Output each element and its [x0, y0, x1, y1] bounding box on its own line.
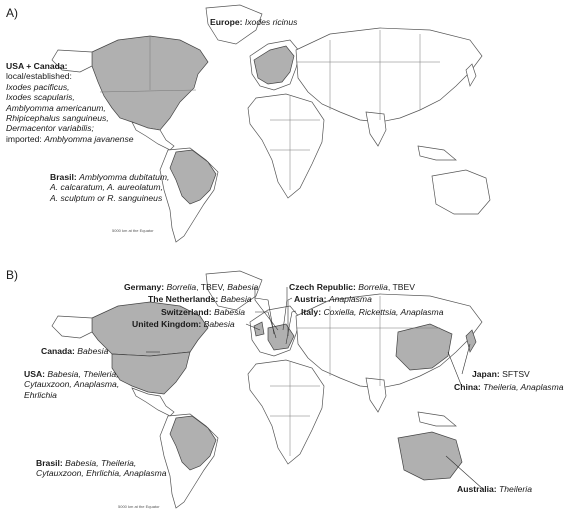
china-a: Theileria, Anaplasma — [483, 382, 564, 392]
africa-b — [248, 360, 324, 464]
brasil-b-line-1: Cytauxzoon, Ehrlichia, Anaplasma — [36, 468, 167, 479]
usa-line-4: Rhipicephalus sanguineus, — [6, 113, 109, 124]
japan-a: SFTSV — [502, 369, 530, 379]
label-brasil-a — [50, 172, 169, 203]
label-usa-b — [24, 369, 119, 400]
germany-b: , TBEV, — [196, 282, 228, 292]
panel-a-letter: A) — [6, 6, 18, 20]
scale-b: 5000 km at the Equator — [118, 504, 160, 509]
brasil-a-line-0: Amblyomma dubitatum, — [79, 172, 170, 182]
label-uk — [132, 319, 235, 329]
region-australia: Australia: — [457, 484, 497, 494]
region-usa-b: USA: — [24, 369, 46, 379]
indonesia — [418, 146, 456, 160]
brasil-b-line-0: Babesia, Theileria, — [65, 458, 137, 468]
region-brasil-a: Brasil: — [50, 172, 77, 182]
usa-imported-species: Amblyomma javanense — [44, 133, 134, 144]
label-netherlands — [148, 294, 252, 304]
scale-a: 5000 km at the Equator — [112, 228, 154, 233]
czech-a: Borrelia — [358, 282, 388, 292]
usa-line-0: local/established: — [6, 71, 72, 82]
australia — [432, 170, 490, 214]
region-netherlands: The Netherlands: — [148, 294, 219, 304]
label-brasil-b — [36, 458, 167, 479]
label-italy — [301, 307, 444, 317]
region-germany: Germany: — [124, 282, 165, 292]
species-europe: Ixodes ricinus — [244, 17, 298, 27]
region-brasil-b: Brasil: — [36, 458, 63, 468]
usa-imported-prefix: imported: — [6, 133, 45, 144]
region-switzerland: Switzerland: — [161, 307, 212, 317]
uk-a: Babesia — [203, 319, 235, 329]
brasil-a-line-1: A. calcaratum, A. aureolatum, — [50, 182, 163, 193]
usa-line-1: Ixodes pacificus, — [6, 81, 70, 92]
africa — [248, 94, 324, 198]
australia-highlight — [398, 432, 462, 480]
region-china: China: — [454, 382, 481, 392]
australia-a: Theileria — [499, 484, 532, 494]
label-austria — [294, 294, 372, 304]
canada-a: Babesia — [77, 346, 109, 356]
usa-b-line-0: Babesia, Theileria, — [47, 369, 119, 379]
region-canada: Canada: — [41, 346, 75, 356]
label-usa-canada — [6, 61, 134, 144]
region-czech: Czech Republic: — [289, 282, 356, 292]
region-austria: Austria: — [294, 294, 327, 304]
alaska-b — [52, 316, 92, 338]
india — [366, 112, 386, 146]
germany-a: Borrelia — [166, 282, 197, 292]
label-canada — [41, 346, 108, 356]
panel-b-letter: B) — [6, 268, 18, 282]
label-czech — [289, 282, 415, 292]
region-italy: Italy: — [301, 307, 322, 317]
india-b — [366, 378, 386, 412]
brasil-a-line-2: A. sculptum or R. sanguineus — [50, 192, 163, 203]
indonesia-b — [418, 412, 456, 426]
usa-line-3: Amblyomma americanum, — [6, 102, 106, 113]
label-germany — [124, 282, 258, 292]
region-europe: Europe: — [210, 17, 243, 27]
netherlands-a: Babesia — [220, 294, 252, 304]
label-china — [454, 382, 564, 392]
usa-b-line-1: Cytauxzoon, Anaplasma, — [24, 379, 120, 390]
switzerland-a: Babesia — [214, 307, 246, 317]
region-japan: Japan: — [472, 369, 500, 379]
usa-highlight — [112, 352, 190, 394]
label-switzerland — [161, 307, 245, 317]
region-usa-canada: USA + Canada: — [6, 61, 68, 71]
austria-a: Anaplasma — [328, 294, 372, 304]
region-uk: United Kingdom: — [132, 319, 202, 329]
czech-b: , TBEV — [387, 282, 415, 292]
usa-line-5: Dermacentor variabilis; — [6, 123, 94, 134]
label-japan — [472, 369, 530, 379]
germany-c: Babesia — [227, 282, 259, 292]
label-europe — [210, 17, 297, 27]
label-australia — [457, 484, 532, 494]
italy-a: Coxiella, Rickettsia, Anaplasma — [323, 307, 444, 317]
usa-line-2: Ixodes scapularis, — [6, 92, 75, 103]
usa-b-line-2: Ehrlichia — [24, 389, 57, 400]
asia — [296, 28, 482, 122]
